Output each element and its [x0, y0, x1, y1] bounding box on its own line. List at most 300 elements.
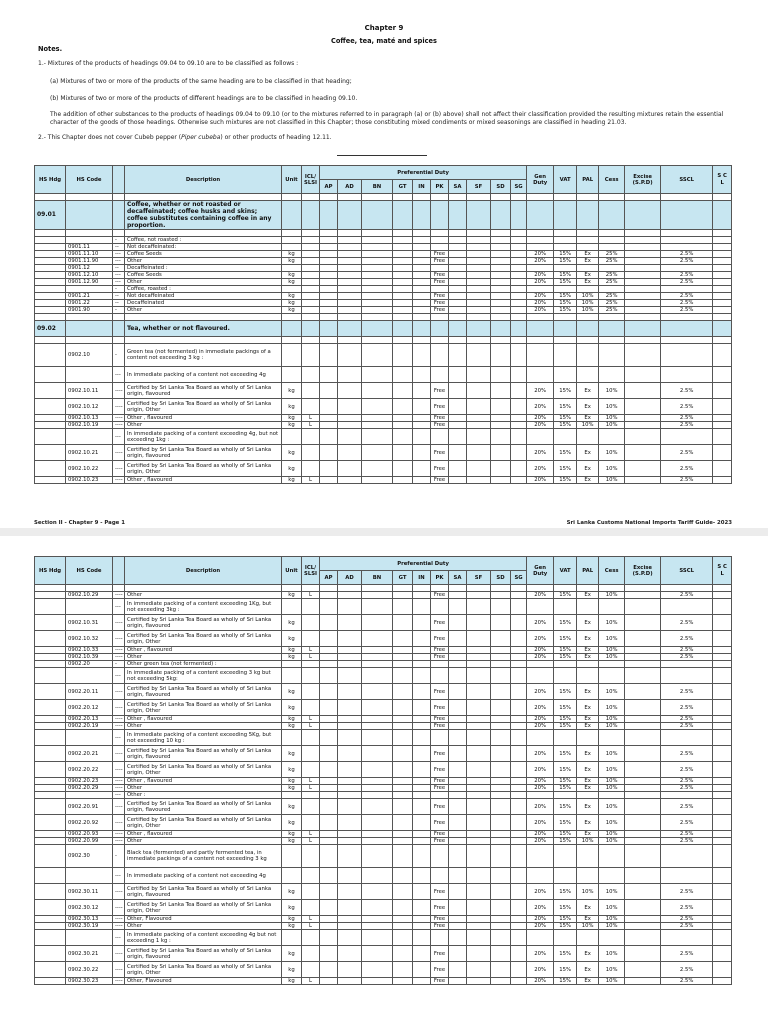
table-row — [35, 300, 732, 307]
cell-ad — [338, 477, 362, 484]
note-1a: (a) Mixtures of two or more of the products of the same heading are to be classified in that heading; — [50, 78, 352, 85]
cell-sd — [491, 258, 511, 265]
cell-unit: kg — [282, 592, 302, 599]
cell-cess: 10% — [599, 716, 625, 723]
cell-dash: ---- — [113, 723, 125, 730]
cell-desc: Green tea (not fermented) in immediate packings of a content not exceeding 3 kg : — [125, 344, 282, 367]
cell-code: 0902.10.23 — [66, 477, 113, 484]
table-row — [35, 946, 732, 962]
cell-in — [413, 399, 431, 415]
cell-in — [413, 884, 431, 900]
cell-vat: 15% — [554, 300, 577, 307]
cell-icl — [302, 445, 320, 461]
cell-gt — [393, 237, 413, 244]
cell-bn — [362, 599, 393, 615]
cell-gt — [393, 279, 413, 286]
cell-pk — [431, 201, 449, 230]
table-row — [35, 838, 732, 845]
cell-dash: ---- — [113, 615, 125, 631]
cell-sg — [511, 599, 527, 615]
cell-ad — [338, 900, 362, 916]
cell-sg — [511, 845, 527, 868]
cell-icl: L — [302, 778, 320, 785]
table-row — [35, 258, 732, 265]
cell-sd — [491, 286, 511, 293]
col-excise: Excise (S.P.D) — [625, 166, 661, 194]
cell-ad — [338, 838, 362, 845]
cell-excise — [625, 244, 661, 251]
cell-icl — [302, 845, 320, 868]
cell-excise — [625, 900, 661, 916]
cell-ap — [320, 845, 338, 868]
cell-unit: kg — [282, 461, 302, 477]
cell-desc: Other — [125, 307, 282, 314]
cell-scl — [713, 265, 732, 272]
cell-pk: Free — [431, 383, 449, 399]
cell-dash: ---- — [113, 900, 125, 916]
cell-desc: Certified by Sri Lanka Tea Board as wholly of Sri Lanka origin, flavoured — [125, 383, 282, 399]
cell-pal: 10% — [577, 838, 599, 845]
table-row — [35, 654, 732, 661]
cell-unit: kg — [282, 962, 302, 978]
cell-sd — [491, 661, 511, 668]
cell-desc: Tea, whether or not flavoured. — [125, 321, 282, 337]
cell-code: 0902.10.21 — [66, 445, 113, 461]
cell-pk: Free — [431, 415, 449, 422]
cell-dash: -- — [113, 300, 125, 307]
cell-in — [413, 194, 431, 201]
cell-ad — [338, 778, 362, 785]
cell-sa — [449, 585, 467, 592]
cell-gen — [527, 201, 554, 230]
cell-vat: 15% — [554, 251, 577, 258]
cell-icl: L — [302, 592, 320, 599]
cell-ap — [320, 799, 338, 815]
cell-gen: 20% — [527, 746, 554, 762]
cell-sscl: 2.5% — [661, 799, 713, 815]
cell-bn — [362, 321, 393, 337]
cell-scl — [713, 762, 732, 778]
cell-gt — [393, 300, 413, 307]
cell-cess — [599, 429, 625, 445]
cell-sg — [511, 916, 527, 923]
cell-icl: L — [302, 978, 320, 985]
spacer-row — [35, 194, 732, 201]
cell-cess — [599, 661, 625, 668]
cell-sd — [491, 845, 511, 868]
cell-sd — [491, 730, 511, 746]
col-in: IN — [413, 180, 431, 194]
cell-scl — [713, 230, 732, 237]
cell-desc: Other , flavoured — [125, 716, 282, 723]
table-row — [35, 730, 732, 746]
cell-sg — [511, 930, 527, 946]
cell-cess: 10% — [599, 647, 625, 654]
cell-scl — [713, 845, 732, 868]
cell-code: 0902.20.91 — [66, 799, 113, 815]
cell-code — [66, 367, 113, 383]
cell-cess: 10% — [599, 762, 625, 778]
cell-ap — [320, 730, 338, 746]
cell-scl — [713, 654, 732, 661]
cell-desc: Other — [125, 592, 282, 599]
cell-excise — [625, 792, 661, 799]
cell-cess: 10% — [599, 746, 625, 762]
cell-gt — [393, 631, 413, 647]
cell-desc: Other — [125, 258, 282, 265]
cell-sscl — [661, 194, 713, 201]
cell-dash: - — [113, 344, 125, 367]
cell-excise — [625, 383, 661, 399]
cell-pal: Ex — [577, 978, 599, 985]
cell-icl — [302, 585, 320, 592]
cell-gen: 20% — [527, 251, 554, 258]
cell-in — [413, 615, 431, 631]
cell-gen: 20% — [527, 631, 554, 647]
cell-gt — [393, 930, 413, 946]
cell-pal: 10% — [577, 293, 599, 300]
cell-gt — [393, 230, 413, 237]
cell-cess: 25% — [599, 279, 625, 286]
table-row — [35, 785, 732, 792]
cell-excise — [625, 314, 661, 321]
cell-dash: ---- — [113, 445, 125, 461]
cell-vat — [554, 201, 577, 230]
cell-pal: Ex — [577, 415, 599, 422]
cell-desc: Other , flavoured — [125, 647, 282, 654]
cell-cess — [599, 244, 625, 251]
cell-sscl: 2.5% — [661, 962, 713, 978]
cell-hdg: 09.01 — [35, 201, 66, 230]
cell-code: 0902.20.92 — [66, 815, 113, 831]
cell-icl — [302, 930, 320, 946]
cell-dash: ---- — [113, 962, 125, 978]
cell-vat: 15% — [554, 684, 577, 700]
cell-sf — [467, 716, 491, 723]
cell-sd — [491, 962, 511, 978]
cell-sf — [467, 244, 491, 251]
cell-gen: 20% — [527, 723, 554, 730]
heading-row — [35, 201, 732, 230]
cell-desc: In immediate packing of a content not exceeding 4g — [125, 367, 282, 383]
cell-vat — [554, 730, 577, 746]
cell-in — [413, 730, 431, 746]
cell-ad — [338, 258, 362, 265]
cell-scl — [713, 799, 732, 815]
col-description: Description — [125, 166, 282, 194]
cell-sscl: 2.5% — [661, 300, 713, 307]
cell-ad — [338, 716, 362, 723]
cell-unit — [282, 286, 302, 293]
cell-unit: kg — [282, 477, 302, 484]
cell-code — [66, 337, 113, 344]
cell-sf — [467, 762, 491, 778]
table-row — [35, 399, 732, 415]
cell-sa — [449, 429, 467, 445]
cell-sa — [449, 778, 467, 785]
cell-hdg — [35, 923, 66, 930]
cell-ap — [320, 668, 338, 684]
cell-pal — [577, 367, 599, 383]
chapter-title: Chapter 9 — [364, 24, 404, 32]
cell-sa — [449, 716, 467, 723]
cell-sg — [511, 778, 527, 785]
cell-in — [413, 237, 431, 244]
cell-ap — [320, 265, 338, 272]
cell-ap — [320, 244, 338, 251]
cell-hdg — [35, 799, 66, 815]
cell-vat: 15% — [554, 700, 577, 716]
table-row — [35, 831, 732, 838]
cell-gt — [393, 337, 413, 344]
cell-sf — [467, 661, 491, 668]
table-row — [35, 344, 732, 367]
cell-ap — [320, 383, 338, 399]
cell-sa — [449, 923, 467, 930]
cell-sscl: 2.5% — [661, 884, 713, 900]
cell-gt — [393, 258, 413, 265]
cell-scl — [713, 244, 732, 251]
cell-gen — [527, 314, 554, 321]
cell-gen: 20% — [527, 962, 554, 978]
cell-pk: Free — [431, 293, 449, 300]
table-row — [35, 684, 732, 700]
cell-bn — [362, 415, 393, 422]
cell-pk: Free — [431, 654, 449, 661]
cell-sf — [467, 845, 491, 868]
cell-excise — [625, 337, 661, 344]
cell-cess: 10% — [599, 654, 625, 661]
cell-sf — [467, 321, 491, 337]
col-unit: Unit — [282, 557, 302, 585]
cell-vat: 15% — [554, 785, 577, 792]
cell-sg — [511, 978, 527, 985]
cell-code: 0902.10.29 — [66, 592, 113, 599]
cell-scl — [713, 258, 732, 265]
cell-cess — [599, 321, 625, 337]
cell-unit — [282, 845, 302, 868]
cell-pk: Free — [431, 272, 449, 279]
cell-excise — [625, 831, 661, 838]
cell-desc: Coffee, whether or not roasted or decaffeinated; coffee husks and skins; coffee substitutes containing coffee in any proportion. — [125, 201, 282, 230]
cell-excise — [625, 477, 661, 484]
cell-sd — [491, 716, 511, 723]
cell-pal: Ex — [577, 258, 599, 265]
cell-pk — [431, 237, 449, 244]
cell-bn — [362, 258, 393, 265]
cell-gen: 20% — [527, 946, 554, 962]
col-ap: AP — [320, 180, 338, 194]
table-row — [35, 778, 732, 785]
cell-pal: Ex — [577, 383, 599, 399]
cell-code — [66, 730, 113, 746]
cell-cess: 10% — [599, 785, 625, 792]
cell-gt — [393, 244, 413, 251]
cell-vat — [554, 337, 577, 344]
cell-unit: kg — [282, 307, 302, 314]
cell-gt — [393, 592, 413, 599]
cell-gt — [393, 265, 413, 272]
cell-pal — [577, 265, 599, 272]
cell-sscl: 2.5% — [661, 654, 713, 661]
cell-ad — [338, 272, 362, 279]
cell-sscl — [661, 585, 713, 592]
cell-icl — [302, 258, 320, 265]
cell-ad — [338, 700, 362, 716]
cell-cess: 10% — [599, 884, 625, 900]
cell-vat: 15% — [554, 592, 577, 599]
cell-vat — [554, 230, 577, 237]
cell-vat: 15% — [554, 461, 577, 477]
cell-pal: Ex — [577, 716, 599, 723]
cell-sg — [511, 661, 527, 668]
cell-gt — [393, 647, 413, 654]
cell-bn — [362, 785, 393, 792]
cell-ad — [338, 930, 362, 946]
cell-sa — [449, 831, 467, 838]
cell-pk: Free — [431, 946, 449, 962]
cell-ap — [320, 815, 338, 831]
cell-bn — [362, 244, 393, 251]
cell-sa — [449, 884, 467, 900]
cell-sd — [491, 978, 511, 985]
cell-unit — [282, 194, 302, 201]
cell-pk: Free — [431, 684, 449, 700]
cell-ap — [320, 314, 338, 321]
col-hs-hdg: HS Hdg — [35, 557, 66, 585]
cell-code — [66, 599, 113, 615]
cell-dash: ---- — [113, 684, 125, 700]
cell-dash: ---- — [113, 978, 125, 985]
cell-cess: 10% — [599, 477, 625, 484]
cell-sf — [467, 592, 491, 599]
cell-pk: Free — [431, 258, 449, 265]
cell-gt — [393, 307, 413, 314]
cell-sa — [449, 785, 467, 792]
cell-sf — [467, 265, 491, 272]
cell-sa — [449, 916, 467, 923]
cell-unit — [282, 201, 302, 230]
cell-scl — [713, 461, 732, 477]
cell-ap — [320, 900, 338, 916]
cell-scl — [713, 900, 732, 916]
cell-sf — [467, 415, 491, 422]
cell-pal — [577, 792, 599, 799]
cell-desc: Not decaffeinated: — [125, 244, 282, 251]
cell-code — [66, 314, 113, 321]
table-row — [35, 429, 732, 445]
col-bn: BN — [362, 571, 393, 585]
cell-in — [413, 344, 431, 367]
cell-desc: In immediate packing of a content exceeding 4g but not exceeding 1 kg : — [125, 930, 282, 946]
cell-sg — [511, 799, 527, 815]
cell-icl: L — [302, 723, 320, 730]
cell-vat: 15% — [554, 615, 577, 631]
cell-pk: Free — [431, 615, 449, 631]
cell-cess — [599, 337, 625, 344]
cell-sd — [491, 337, 511, 344]
cell-sf — [467, 900, 491, 916]
cell-sscl — [661, 599, 713, 615]
cell-sa — [449, 654, 467, 661]
table-row — [35, 272, 732, 279]
spacer-row — [35, 314, 732, 321]
cell-excise — [625, 845, 661, 868]
cell-pal — [577, 668, 599, 684]
table-row — [35, 900, 732, 916]
cell-sf — [467, 367, 491, 383]
cell-hdg — [35, 978, 66, 985]
cell-pal — [577, 244, 599, 251]
cell-sd — [491, 367, 511, 383]
cell-vat: 15% — [554, 716, 577, 723]
cell-excise — [625, 654, 661, 661]
cell-bn — [362, 230, 393, 237]
cell-bn — [362, 585, 393, 592]
cell-sg — [511, 647, 527, 654]
cell-cess: 10% — [599, 799, 625, 815]
cell-sa — [449, 383, 467, 399]
cell-pk: Free — [431, 445, 449, 461]
table-row — [35, 631, 732, 647]
cell-pal — [577, 344, 599, 367]
cell-desc: Other — [125, 723, 282, 730]
cell-hdg — [35, 668, 66, 684]
cell-sg — [511, 815, 527, 831]
col-gt: GT — [393, 571, 413, 585]
cell-sg — [511, 668, 527, 684]
cell-code — [66, 868, 113, 884]
cell-sscl — [661, 668, 713, 684]
cell-cess: 10% — [599, 900, 625, 916]
cell-unit: kg — [282, 647, 302, 654]
cell-bn — [362, 799, 393, 815]
cell-ap — [320, 477, 338, 484]
cell-unit — [282, 230, 302, 237]
cell-desc: In immediate packing of a content exceeding 4g, but not exceeding 1kg : — [125, 429, 282, 445]
cell-ad — [338, 344, 362, 367]
cell-unit — [282, 792, 302, 799]
cell-ap — [320, 272, 338, 279]
cell-ap — [320, 723, 338, 730]
cell-sscl: 2.5% — [661, 647, 713, 654]
cell-dash: --- — [113, 599, 125, 615]
cell-desc: Other : — [125, 792, 282, 799]
cell-code: 0901.12.10 — [66, 272, 113, 279]
cell-pal — [577, 230, 599, 237]
cell-sd — [491, 868, 511, 884]
cell-gen — [527, 321, 554, 337]
cell-vat: 15% — [554, 272, 577, 279]
cell-ap — [320, 592, 338, 599]
cell-cess: 10% — [599, 399, 625, 415]
cell-sd — [491, 746, 511, 762]
cell-bn — [362, 884, 393, 900]
note-1b: (b) Mixtures of two or more of the products of different headings are to be classified in heading 09.10. — [50, 95, 358, 102]
cell-hdg — [35, 344, 66, 367]
cell-pk: Free — [431, 785, 449, 792]
cell-cess: 10% — [599, 962, 625, 978]
cell-desc: Other, Flavoured — [125, 916, 282, 923]
cell-ad — [338, 730, 362, 746]
cell-gen — [527, 244, 554, 251]
cell-gen: 20% — [527, 831, 554, 838]
cell-desc — [125, 314, 282, 321]
cell-ad — [338, 684, 362, 700]
cell-dash: -- — [113, 265, 125, 272]
cell-pal: Ex — [577, 684, 599, 700]
cell-code: 0901.12 — [66, 265, 113, 272]
